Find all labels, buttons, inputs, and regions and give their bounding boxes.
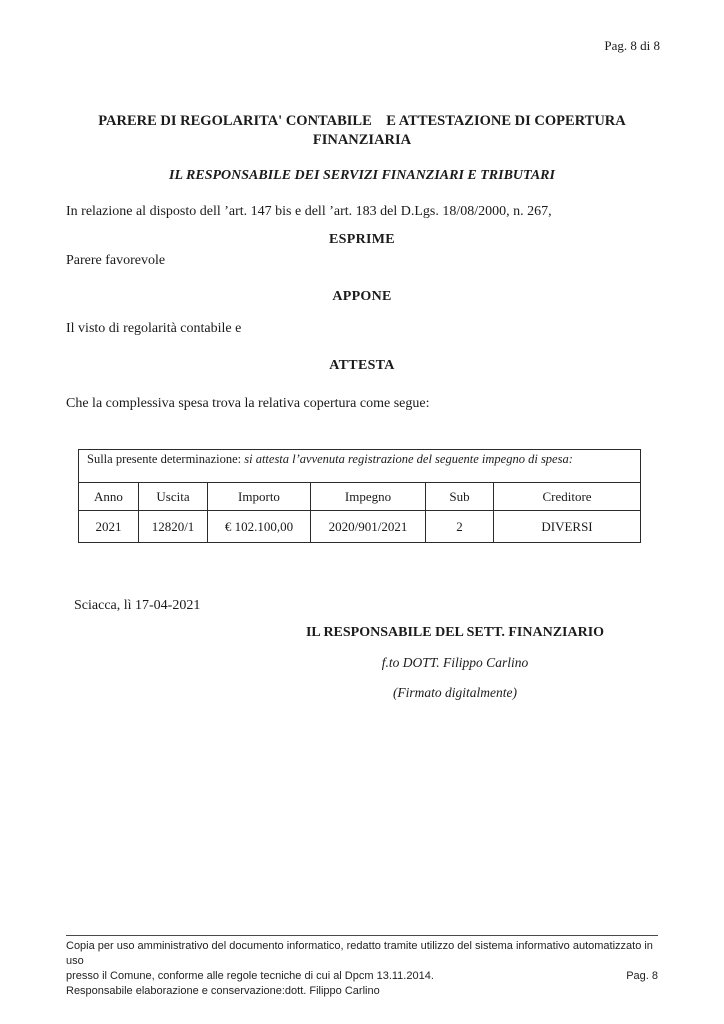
impegno-table — [78, 449, 641, 543]
signature-block — [250, 623, 660, 702]
document-title-line2: FINANZIARIA — [312, 132, 412, 148]
column-header-creditore: Creditore — [494, 483, 641, 511]
column-header-sub: Sub — [426, 483, 494, 511]
footer-line2-row — [66, 969, 658, 984]
table-caption-regular: Sulla presente determinazione: — [87, 452, 245, 466]
table-caption-italic: si attesta l’avvenuta registrazione del seguente impegno di spesa: — [244, 452, 573, 466]
cell-sub: 2 — [426, 511, 494, 543]
heading-appone: APPONE — [332, 289, 392, 304]
cell-creditore: DIVERSI — [494, 511, 641, 543]
document-subtitle: IL RESPONSABILE DEI SERVIZI FINANZIARI E TRIBUTARI — [169, 168, 555, 183]
table-caption-row — [79, 450, 641, 483]
table-caption — [79, 450, 641, 483]
intro-paragraph: In relazione al disposto dell ’art. 147 bis e dell ’art. 183 del D.Lgs. 18/08/2000, n. 267, — [66, 204, 552, 219]
cell-impegno: 2020/901/2021 — [311, 511, 426, 543]
column-header-impegno: Impegno — [311, 483, 426, 511]
footer-line1: Copia per uso amministrativo del documento informatico, redatto tramite utilizzo del sistema informativo automatizzato in uso — [66, 940, 653, 967]
cell-importo: € 102.100,00 — [208, 511, 311, 543]
place-and-date: Sciacca, lì 17-04-2021 — [74, 598, 201, 613]
page-number-header: Pag. 8 di 8 — [604, 38, 660, 53]
document-title-line1: PARERE DI REGOLARITA' CONTABILE E ATTESTAZIONE DI COPERTURA — [98, 113, 626, 129]
page-footer — [66, 935, 658, 999]
table-row — [79, 511, 641, 543]
cell-uscita: 12820/1 — [139, 511, 208, 543]
heading-esprime: ESPRIME — [329, 232, 395, 247]
footer-line3: Responsabile elaborazione e conservazione:dott. Filippo Carlino — [66, 985, 380, 997]
signature-role: IL RESPONSABILE DEL SETT. FINANZIARIO — [305, 625, 605, 640]
footer-page-number: Pag. 8 — [626, 970, 658, 982]
attesta-text: Che la complessiva spesa trova la relativa copertura come segue: — [66, 396, 430, 411]
signature-name: f.to DOTT. Filippo Carlino — [381, 655, 529, 670]
table-header-row — [79, 483, 641, 511]
esprime-text: Parere favorevole — [66, 253, 166, 268]
column-header-importo: Importo — [208, 483, 311, 511]
signature-digital-note: (Firmato digitalmente) — [392, 685, 518, 700]
heading-attesta: ATTESTA — [329, 358, 395, 373]
appone-text: Il visto di regolarità contabile e — [66, 321, 242, 336]
footer-line2: presso il Comune, conforme alle regole tecniche di cui al Dpcm 13.11.2014. — [66, 970, 434, 982]
column-header-uscita: Uscita — [139, 483, 208, 511]
cell-anno: 2021 — [79, 511, 139, 543]
document-body — [66, 112, 658, 702]
column-header-anno: Anno — [79, 483, 139, 511]
